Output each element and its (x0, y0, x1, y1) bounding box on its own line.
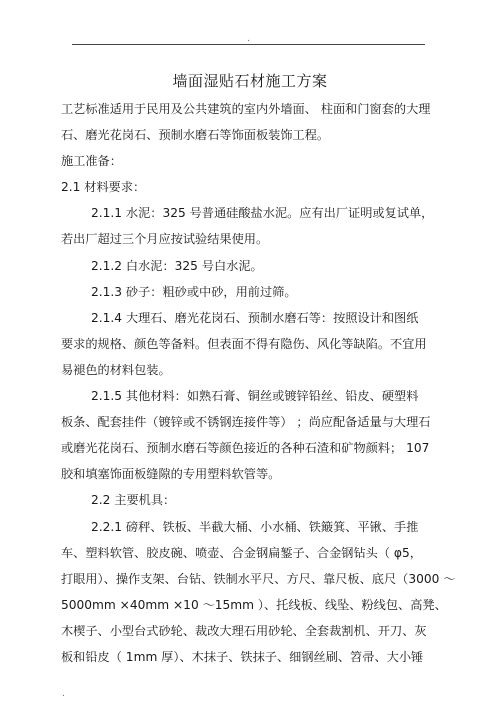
item-2-2-1-cont-2: 打眼用）、操作支架、台钻、铁制水平尺、方尺、靠尺板、底尺（3000 ～ (61, 571, 456, 586)
item-2-2-1-cont-3: 5000mm ×40mm ×10 ～15mm ）、托线板、线坠、粉线包、高凳、 (61, 597, 447, 612)
item-2-1-3: 2.1.3 砂子：粗砂或中砂，用前过筛。 (91, 284, 297, 299)
body-line-2: 石、磨光花岗石、预制水磨石等饰面板装饰工程。 (61, 128, 330, 143)
item-2-1-1-cont: 若出厂超过三个月应按试验结果使用。 (61, 232, 269, 247)
item-2-2-1-cont-4: 木楔子、小型台式砂轮、裁改大理石用砂轮、全套裁割机、开刀、灰 (61, 623, 427, 638)
footer-dot-mark: . (62, 689, 65, 699)
item-2-1-1: 2.1.1 水泥：325 号普通硅酸盐水泥。应有出厂证明或复试单， (91, 206, 434, 221)
item-2-1-5-cont-3: 胶和填塞饰面板缝隙的专用塑料软管等。 (61, 467, 281, 482)
item-2-1-5-cont-2: 或磨光花岗石、预制水磨石等颜色接近的各种石渣和矿物颜料； 107 (61, 441, 430, 456)
body-line-1: 工艺标准适用于民用及公共建筑的室内外墙面、 柱面和门窗套的大理 (61, 102, 431, 116)
section-heading-2-2: 2.2 主要机具： (91, 493, 176, 508)
section-heading-prep: 施工准备： (61, 154, 122, 169)
item-2-1-4: 2.1.4 大理石、磨光花岗石、预制水磨石等：按照设计和图纸 (91, 310, 419, 325)
header-rule (72, 44, 425, 45)
header-dot-mark: . (247, 34, 250, 44)
item-2-2-1-cont-5: 板和铅皮（ 1mm 厚）、木抹子、铁抹子、细钢丝刷、笤帚、大小锤 (61, 649, 424, 664)
document-title: 墙面湿贴石材施工方案 (172, 72, 328, 90)
document-body (61, 96, 456, 670)
item-2-1-5-cont-1: 板条、配套挂件（镀锌或不锈钢连接件等） ；尚应配备适量与大理石 (61, 415, 431, 430)
item-2-1-2: 2.1.2 白水泥：325 号白水泥。 (91, 258, 263, 273)
item-2-2-1: 2.2.1 磅秤、铁板、半截大桶、小水桶、铁簸箕、平锹、手推 (91, 519, 419, 534)
item-2-1-4-cont-1: 要求的规格、颜色等备料。但表面不得有隐伤、风化等缺陷。不宜用 (61, 336, 427, 351)
item-2-1-5: 2.1.5 其他材料：如熟石膏、铜丝或镀锌铅丝、铅皮、硬塑料 (91, 389, 419, 404)
item-2-2-1-cont-1: 车、塑料软管、胶皮碗、喷壶、合金钢扁錾子、合金钢钻头（ φ5， (61, 545, 422, 560)
section-heading-2-1: 2.1 材料要求： (61, 180, 146, 195)
item-2-1-4-cont-2: 易褪色的材料包装。 (61, 362, 171, 377)
